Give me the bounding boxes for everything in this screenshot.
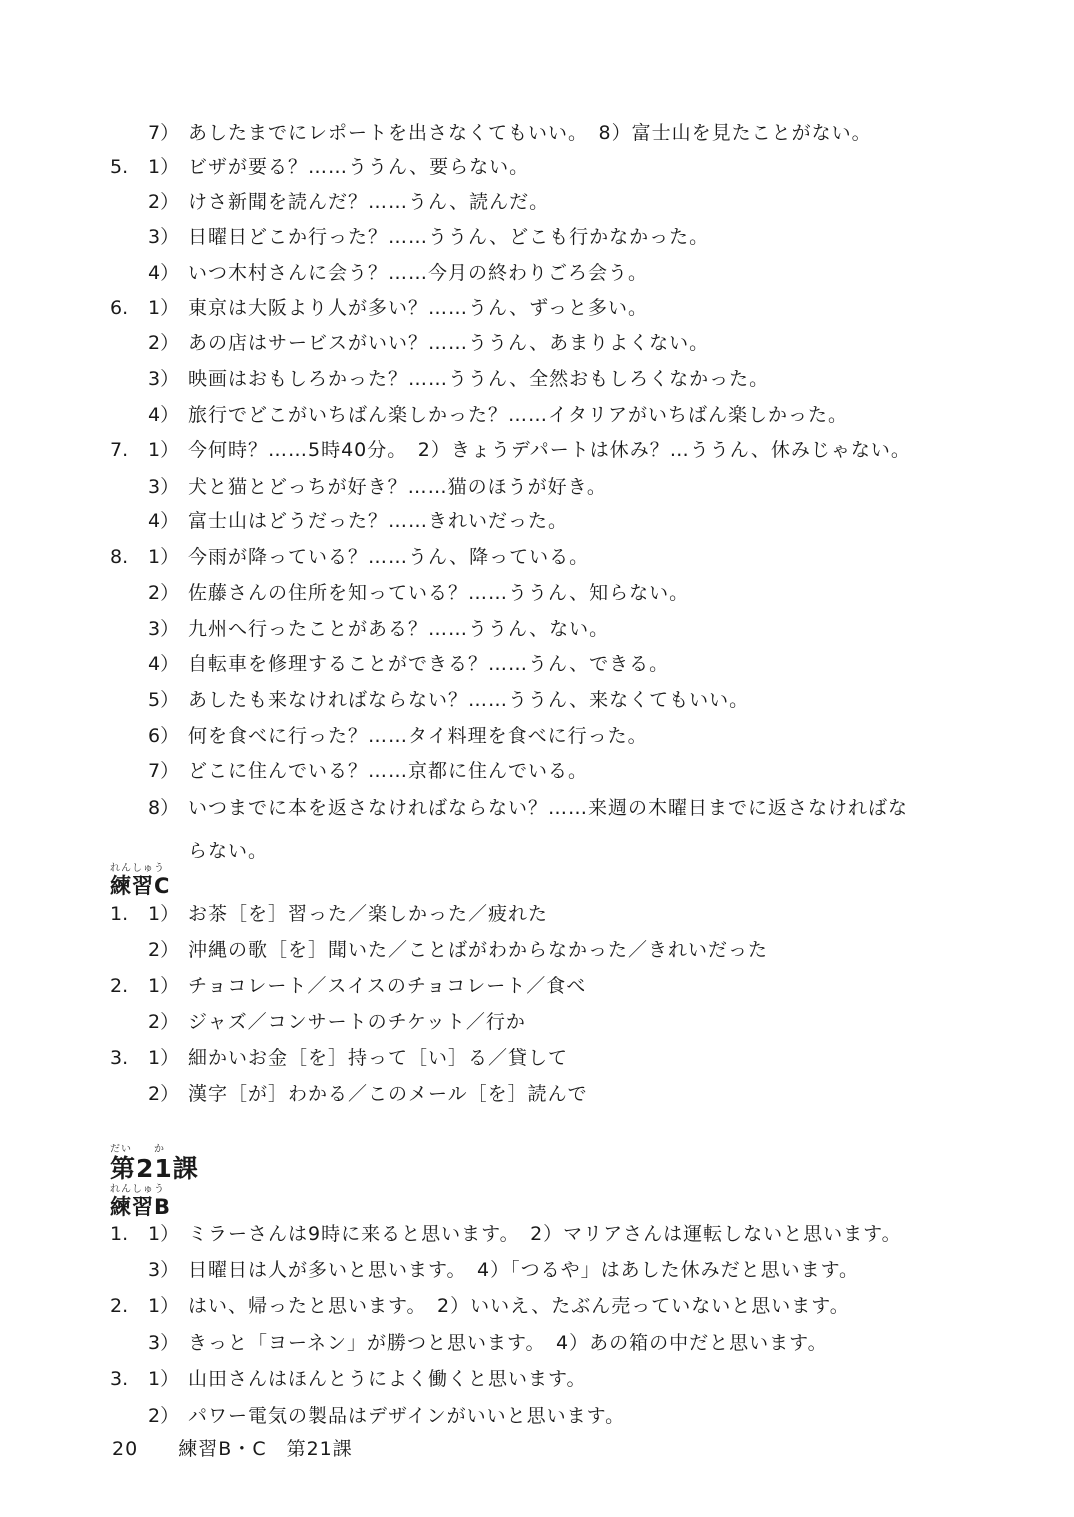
page-number: 20 — [112, 1438, 139, 1460]
exercise-line: 3） 日曜日は人が多いと思います。 4）「つるや」はあした休みだと思います。 — [148, 1259, 860, 1281]
exercise-line: 2） 佐藤さんの住所を知っている？……ううん、知らない。 — [148, 582, 690, 604]
exercise-line: 8） いつまでに本を返さなければならない？……来週の木曜日までに返さなければな — [148, 797, 909, 819]
page-footer — [112, 1434, 353, 1461]
exercise-line: 8. 1） 今雨が降っている？……うん、降っている。 — [110, 546, 590, 568]
exercise-line: 1. 1） お茶［を］習った／楽しかった／疲れた — [110, 903, 549, 925]
exercise-line: 5. 1） ビザが要る？……ううん、要らない。 — [110, 156, 530, 178]
exercise-line: 3） 日曜日どこか行った？……ううん、どこも行かなかった。 — [148, 226, 710, 248]
heading-text: 練習B — [110, 1195, 172, 1219]
exercise-line: 4） いつ木村さんに会う？……今月の終わりごろ会う。 — [148, 262, 649, 284]
exercise-line: 3） 犬と猫とどっちが好き？……猫のほうが好き。 — [148, 476, 607, 498]
exercise-line: 2） 漢字［が］わかる／このメール［を］読んで — [148, 1083, 588, 1105]
heading-ruby: れんしゅう — [110, 1184, 165, 1195]
exercise-line: 3） 九州へ行ったことがある？……ううん、ない。 — [148, 618, 610, 640]
exercise-line: 4） 自転車を修理することができる？……うん、できる。 — [148, 653, 670, 675]
exercise-line: 3） 映画はおもしろかった？……ううん、全然おもしろくなかった。 — [148, 368, 770, 390]
heading-ruby: だい か — [110, 1144, 165, 1155]
exercise-line: 1. 1） ミラーさんは9時に来ると思います。 2）マリアさんは運転しないと思います。 — [110, 1223, 902, 1245]
exercise-line: 3） きっと「ヨーネン」が勝つと思います。 4）あの箱の中だと思います。 — [148, 1332, 828, 1354]
lesson-heading-21 — [110, 1143, 199, 1183]
exercise-line: 4） 富士山はどうだった？……きれいだった。 — [148, 510, 569, 532]
exercise-line: 6. 1） 東京は大阪より人が多い？……うん、ずっと多い。 — [110, 297, 649, 319]
exercise-line: 7. 1） 今何時？……5時40分。 2）きょうデパートは休み？…ううん、休みじゃない。 — [110, 439, 911, 461]
exercise-line: 2） パワー電気の製品はデザインがいいと思います。 — [148, 1405, 626, 1427]
exercise-line: 2） あの店はサービスがいい？……ううん、あまりよくない。 — [148, 332, 710, 354]
exercise-line: 7） あしたまでにレポートを出さなくてもいい。 8）富士山を見たことがない。 — [148, 122, 872, 144]
exercise-line: 2. 1） はい、帰ったと思います。 2）いいえ、たぶん売っていないと思います。 — [110, 1295, 850, 1317]
exercise-line: 3. 1） 山田さんはほんとうによく働くと思います。 — [110, 1368, 587, 1390]
exercise-line: 7） どこに住んでいる？……京都に住んでいる。 — [148, 760, 589, 782]
exercise-line: 2） けさ新聞を読んだ？……うん、読んだ。 — [148, 191, 550, 213]
exercise-line: 6） 何を食べに行った？……タイ料理を食べに行った。 — [148, 725, 648, 747]
exercise-line: 2） 沖縄の歌［を］聞いた／ことばがわからなかった／きれいだった — [148, 939, 769, 961]
exercise-line: 3. 1） 細かいお金［を］持って［い］る／貸して — [110, 1047, 569, 1069]
exercise-line: 2. 1） チョコレート／スイスのチョコレート／食べ — [110, 975, 587, 997]
exercise-line-continued: らない。 — [188, 840, 269, 862]
heading-ruby: れんしゅう — [110, 863, 165, 874]
exercise-line: 2） ジャズ／コンサートのチケット／行か — [148, 1011, 526, 1033]
footer-label: 練習B・C 第21課 — [178, 1438, 353, 1460]
exercise-line: 4） 旅行でどこがいちばん楽しかった？……イタリアがいちばん楽しかった。 — [148, 404, 849, 426]
heading-text: 第21課 — [110, 1154, 199, 1183]
exercise-line: 5） あしたも来なければならない？……ううん、来なくてもいい。 — [148, 689, 750, 711]
heading-text: 練習C — [110, 874, 171, 898]
